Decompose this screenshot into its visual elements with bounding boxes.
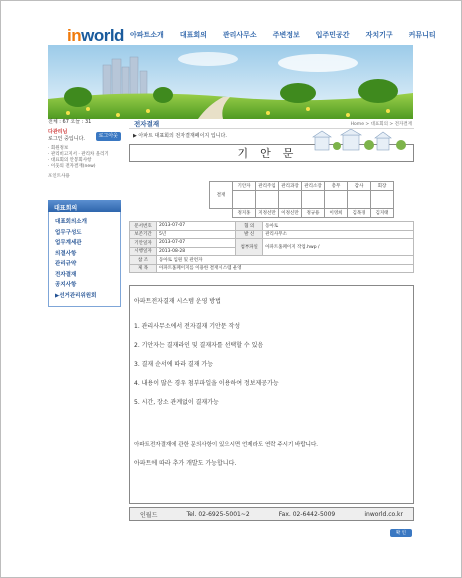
footer-bar	[129, 507, 414, 521]
approver-name: 김지태	[371, 209, 394, 218]
info-label: 기안일자	[130, 239, 157, 248]
approver-name: 이정신만	[279, 209, 302, 218]
info-value: 동아토 입원 및 관련자	[157, 256, 414, 265]
footer-site[interactable]: inworld.co.kr	[364, 510, 403, 518]
main-content	[129, 119, 414, 536]
info-value: 동아토	[263, 222, 414, 231]
approval-role: 관리주임	[256, 182, 279, 191]
body-line: 1. 관리사무소에서 전자결재 기안문 작성	[134, 323, 241, 330]
nav-item-residents[interactable]: 입주민공간	[315, 31, 350, 39]
approver-name: 이영희	[325, 209, 348, 218]
info-label: 참 조	[130, 256, 157, 265]
user-name: 다관리님	[48, 129, 68, 135]
approval-sign	[256, 191, 279, 209]
hero-banner	[48, 45, 413, 119]
body-line: 5. 시간, 장소 관계없이 결재가능	[134, 399, 219, 406]
info-label: 제 목	[130, 264, 157, 273]
approval-role: 회장	[371, 182, 394, 191]
nav-item-selfgov[interactable]: 자치기구	[365, 31, 393, 39]
footer-fax: Fax. 02-6442-5009	[278, 510, 336, 518]
user-links	[48, 146, 121, 170]
body-line: 아파트전자결재 시스템 운영 방법	[134, 298, 221, 305]
info-value: 2013-07-07	[157, 239, 236, 248]
page-title: 전자결재	[134, 120, 160, 128]
body-line: 3. 결재 순서에 따라 결재 가능	[134, 361, 214, 368]
approver-name: 지정선만	[256, 209, 279, 218]
side-menu-item[interactable]: 대표회의소개	[55, 219, 87, 225]
link-e-approval[interactable]: · 이웃의 전자결재(new)	[48, 164, 96, 169]
info-value: 2013-08-28	[157, 247, 236, 256]
login-status: 로그인 중입니다.	[48, 136, 85, 142]
approval-sign	[325, 191, 348, 209]
points-link[interactable]: 포인트사용	[48, 174, 70, 179]
side-menu-item[interactable]: 공지사항	[55, 282, 77, 288]
nav-item-apartment[interactable]: 아파트소개	[130, 31, 164, 39]
sidebar	[48, 119, 121, 307]
footer-company: 인월드	[140, 511, 158, 519]
info-label: 보존기간	[130, 230, 157, 239]
document-body	[129, 285, 414, 504]
user-box	[48, 119, 121, 180]
approver-name: 김목경	[348, 209, 371, 218]
info-value: 관리사무소	[263, 230, 414, 239]
logo-world: world	[81, 26, 124, 45]
info-value: 5년	[157, 230, 236, 239]
logo[interactable]	[67, 26, 124, 46]
approval-role: 총무	[325, 182, 348, 191]
visit-count: 전체 : 67 오늘 : 31	[48, 119, 92, 125]
info-value: 2013-07-07	[157, 222, 236, 231]
logo-in: in	[67, 26, 82, 45]
approval-sign	[348, 191, 371, 209]
document-title: 기안문	[129, 144, 414, 162]
footer-tel: Tel. 02-6925-5001~2	[186, 510, 250, 518]
info-label: 시행일자	[130, 247, 157, 256]
breadcrumb: Home > 대표회의 > 전자결재	[350, 122, 412, 127]
body-line: 4. 내용이 많은 경우 첨부파일을 이용하여 정보제공가능	[134, 380, 279, 387]
info-label: 협 의	[236, 222, 263, 231]
main-nav	[130, 30, 452, 40]
approval-role: 관리소장	[302, 182, 325, 191]
approval-sign	[233, 191, 256, 209]
link-fees[interactable]: · 관리비고지서 · 관리차 올리기	[48, 152, 109, 157]
info-label: 발 신	[236, 230, 263, 239]
info-value: 아파트홈페이지를 이용한 결재시스템 운영	[157, 264, 414, 273]
nav-item-community[interactable]: 커뮤니티	[408, 31, 436, 39]
houses-illustration	[309, 129, 414, 151]
link-council-notice[interactable]: · 대표회의 안봉회사항	[48, 158, 92, 163]
side-menu-item[interactable]: 업무계세관	[55, 240, 82, 246]
page-notice: ▶ 아파트 대표회의 전자결재페이지 입니다.	[133, 133, 227, 139]
approval-role: 감사	[348, 182, 371, 191]
document-info-table	[129, 221, 414, 273]
body-line: 아파트에 따라 추가 개발도 가능합니다.	[134, 460, 237, 467]
attachment-link[interactable]: 아파트홈페이지 작업.hwp /	[263, 239, 414, 256]
link-member-info[interactable]: · 회원정보	[48, 146, 69, 151]
info-label: 첨부파일	[236, 239, 263, 256]
body-line: 아파트전자결재에 관한 문의사항이 있으시면 언제라도 연락 주시기 바랍니다.	[134, 442, 319, 448]
title-bar	[129, 119, 414, 129]
body-line: 2. 기안자는 결재라인 및 결재자를 선택할 수 있음	[134, 342, 264, 349]
nav-item-office[interactable]: 관리사무소	[222, 31, 257, 39]
approval-sign	[371, 191, 394, 209]
side-menu-title: 대표회의	[48, 200, 121, 212]
approval-table	[209, 181, 394, 218]
approval-role: 관리과장	[279, 182, 302, 191]
approver-name: 정지홍	[233, 209, 256, 218]
info-label: 문서번호	[130, 222, 157, 231]
side-menu-item[interactable]: 업무구성도	[55, 229, 82, 236]
nav-item-council[interactable]: 대표회의	[179, 31, 207, 39]
confirm-button[interactable]: 확 인	[390, 529, 412, 537]
approver-name: 정규용	[302, 209, 325, 218]
logout-button[interactable]: 로그아웃	[96, 132, 121, 141]
side-menu-item[interactable]: ▶선거관리위원회	[55, 292, 97, 299]
approval-sign	[302, 191, 325, 209]
side-menu-item[interactable]: 의결사항	[55, 250, 77, 257]
side-menu-item[interactable]: 전자결재	[55, 271, 77, 278]
approval-role: 기안자	[233, 182, 256, 191]
side-menu-item[interactable]: 관리규약	[55, 261, 77, 267]
approval-sign	[279, 191, 302, 209]
nav-item-info[interactable]: 주변정보	[272, 31, 300, 39]
side-menu	[48, 212, 121, 307]
approval-side-label: 결재	[210, 182, 233, 209]
